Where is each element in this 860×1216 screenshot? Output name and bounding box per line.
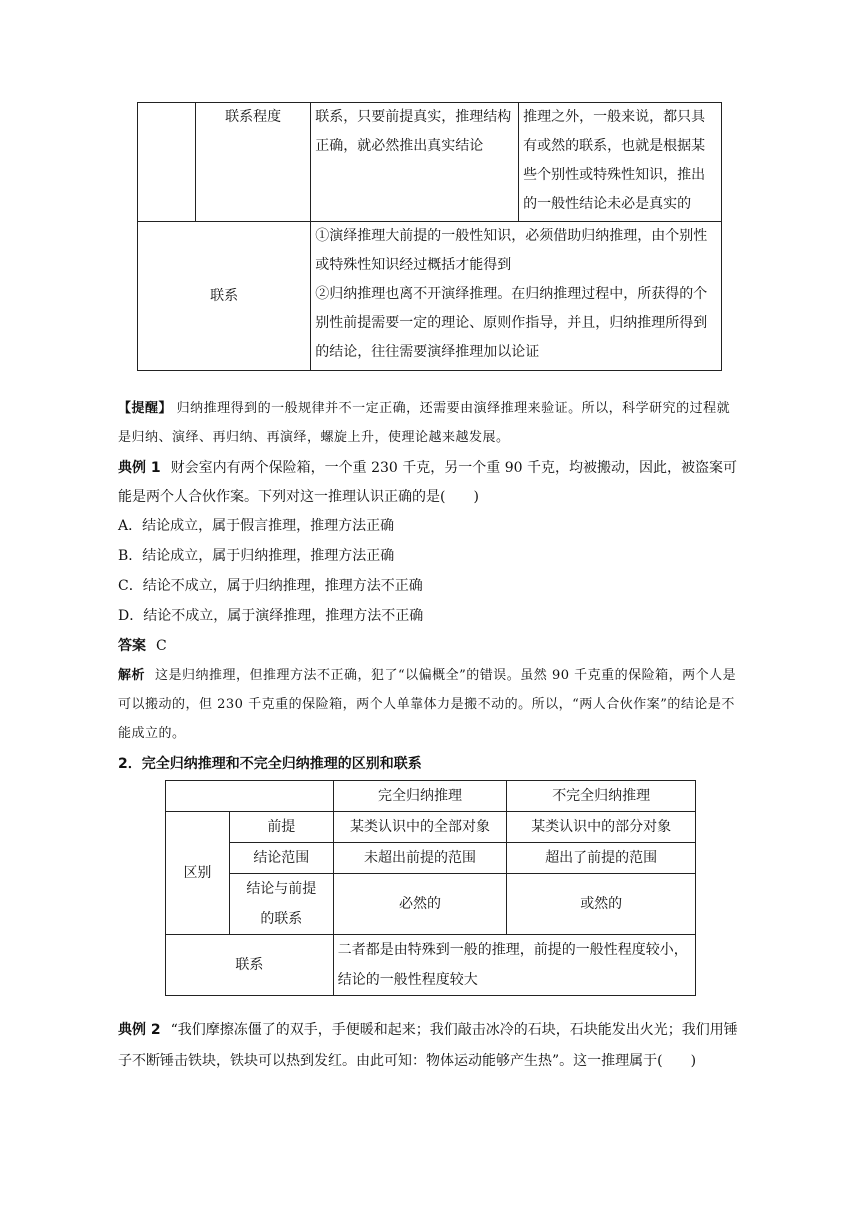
link-text-1: ①演绎推理大前提的一般性知识，必须借助归纳推理，由个别性或特殊性知识经过概括才能得到 [315,228,708,273]
example2-question [118,1015,740,1077]
option-b: B．结论成立，属于归纳推理，推理方法正确 [118,548,395,564]
link-text-2: ②归纳推理也离不开演绎推理。在归纳推理过程中，所获得的个别性前提需要一定的理论、原则作指导，并且，归纳推理所得到的结论，往往需要演绎推理加以论证 [315,286,708,360]
table-cell: 必然的 [333,874,507,935]
table-cell: 或然的 [507,874,696,935]
table-corner-cell [166,781,334,812]
example2-text: “我们摩擦冻僵了的双手，手便暖和起来；我们敲击冰冷的石块，石块能发出火光；我们用锤子不断锤击铁块，铁块可以热到发红。由此可知：物体运动能够产生热”。这一推理属于( ) [118,1022,738,1069]
analysis-text: 这是归纳推理，但推理方法不正确，犯了“以偏概全”的错误。虽然 90 千克重的保险箱，两个人是可以搬动的，但 230 千克重的保险箱，两个人单靠体力是搬不动的。所以，“两人合伙作案”的结论是不能成立的。 [118,668,737,741]
analysis-paragraph [118,661,740,748]
induction-comparison-table [165,780,696,996]
table-row [166,843,696,874]
answer-line [118,632,740,661]
table-cell: 某类认识中的全部对象 [333,812,507,843]
table-row [166,874,696,935]
analysis-label: 解析 [118,668,146,683]
row-label: 前提 [229,812,333,843]
table-row [138,103,722,222]
example1-text: 财会室内有两个保险箱，一个重 230 千克，另一个重 90 千克，均被搬动，因此，被盗案可能是两个人合伙作案。下列对这一推理认识正确的是( ) [118,460,737,505]
comparison-table-continued [137,102,722,371]
group-label-difference: 区别 [166,812,230,935]
tip-label: 【提醒】 [118,401,173,416]
row-label-link-degree: 联系程度 [196,103,311,222]
row-label-link: 联系 [138,222,311,371]
table-row [166,935,696,996]
row-label: 结论范围 [229,843,333,874]
deductive-cell: 联系，只要前提真实，推理结构正确，就必然推出真实结论 [311,103,519,222]
tip-paragraph [118,394,740,452]
tip-text: 归纳推理得到的一般规律并不一定正确，还需要由演绎推理来验证。所以，科学研究的过程就是归纳、演绎、再归纳、再演绎，螺旋上升，使理论越来越发展。 [118,401,731,445]
section-heading: 2．完全归纳推理和不完全归纳推理的区别和联系 [118,756,422,772]
answer-value: C [156,638,167,654]
table-cell-empty [138,103,196,222]
table-row [166,812,696,843]
example1-label: 典例 1 [118,460,161,476]
table-header-row [166,781,696,812]
example1-question [118,454,740,512]
table-cell: 未超出前提的范围 [333,843,507,874]
link-text: 二者都是由特殊到一般的推理，前提的一般性程度较小，结论的一般性程度较大 [333,935,695,996]
col-header-complete: 完全归纳推理 [333,781,507,812]
row-label: 结论与前提的联系 [229,874,333,935]
option-d: D．结论不成立，属于演绎推理，推理方法不正确 [118,608,424,624]
link-cell [311,222,722,371]
link-label: 联系 [166,935,334,996]
table-cell: 超出了前提的范围 [507,843,696,874]
option-c: C．结论不成立，属于归纳推理，推理方法不正确 [118,578,423,594]
table-row [138,222,722,371]
example2-label: 典例 2 [118,1022,161,1038]
option-a: A．结论成立，属于假言推理，推理方法正确 [118,518,395,534]
table-cell: 某类认识中的部分对象 [507,812,696,843]
inductive-cell: 推理之外，一般来说，都只具有或然的联系，也就是根据某些个别性或特殊性知识，推出的一般性结论未必是真实的 [519,103,722,222]
answer-label: 答案 [118,638,146,654]
col-header-incomplete: 不完全归纳推理 [507,781,696,812]
